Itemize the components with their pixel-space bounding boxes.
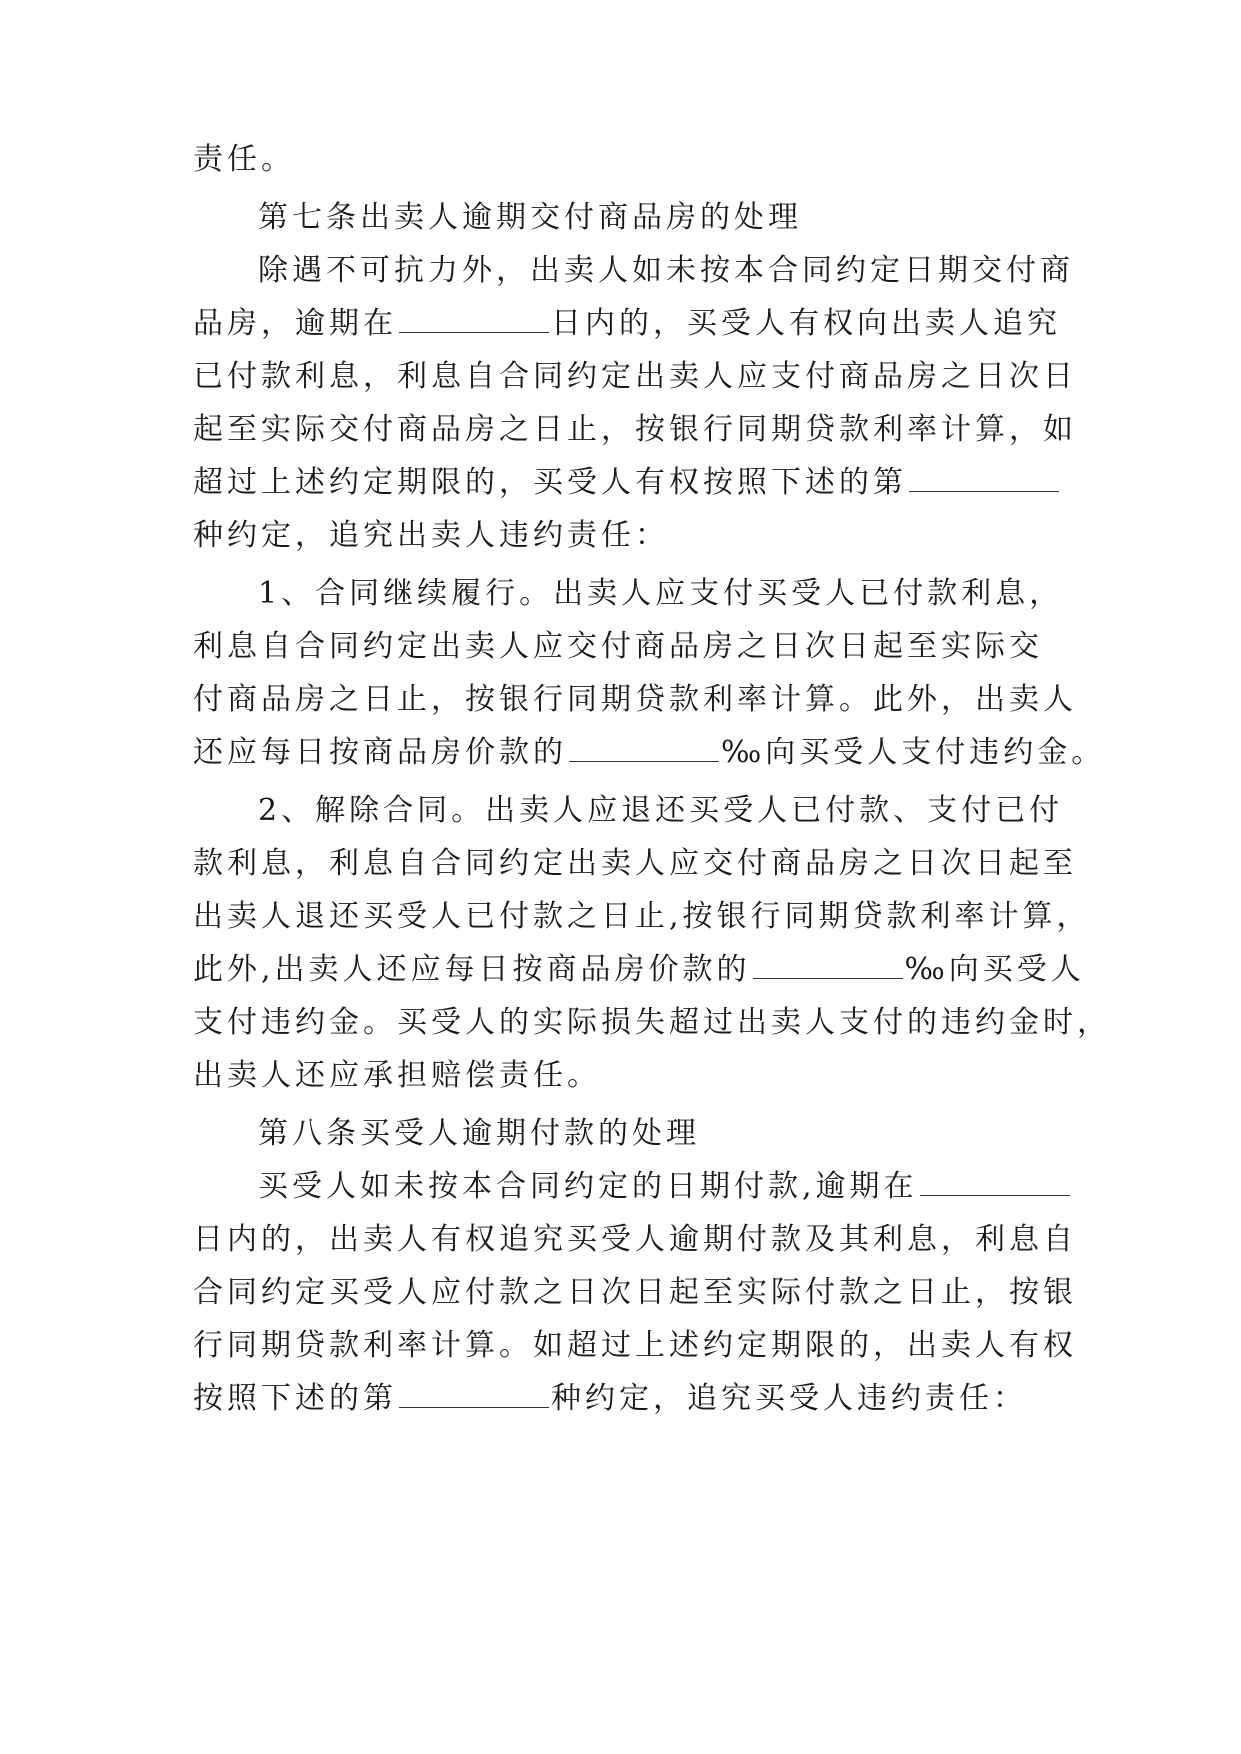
text-line	[193, 410, 1077, 450]
fill-blank	[399, 1379, 549, 1408]
text-line	[193, 844, 1077, 884]
line-text: ‰向买受人	[904, 952, 1085, 987]
text-line	[193, 463, 1053, 503]
text-line	[193, 516, 1053, 556]
fill-blank	[920, 1167, 1070, 1196]
fill-blank	[399, 304, 549, 333]
text-line	[193, 304, 1061, 344]
line-text: 责任。	[193, 142, 295, 177]
text-line	[193, 897, 1091, 937]
fill-blank	[753, 950, 903, 979]
line-text: 种约定，追究买受人违约责任：	[551, 1381, 1027, 1416]
text-line	[193, 1220, 1077, 1260]
line-text: 除遇不可抗力外，出卖人如未按本合同约定日期交付商	[258, 253, 1074, 288]
text-line	[258, 574, 1118, 614]
line-text: 已付款利息，利息自合同约定出卖人应支付商品房之日次日	[193, 359, 1077, 394]
section-heading	[258, 198, 1118, 238]
text-line	[193, 1326, 1077, 1366]
line-text: 1、合同继续履行。出卖人应支付买受人已付款利息，	[258, 576, 1064, 611]
line-text: 此外,出卖人还应每日按商品房价款的	[193, 952, 751, 987]
text-line	[193, 1003, 1111, 1043]
line-text: ‰向买受人支付违约金。	[721, 735, 1106, 770]
line-text: 付商品房之日止，按银行同期贷款利率计算。此外，出卖人	[193, 682, 1077, 717]
line-text: 支付违约金。买受人的实际损失超过出卖人支付的违约金时，	[193, 1005, 1111, 1040]
text-line	[193, 1379, 1053, 1419]
text-line	[258, 251, 1118, 291]
line-text: 还应每日按商品房价款的	[193, 735, 567, 770]
line-text: 起至实际交付商品房之日止，按银行同期贷款利率计算，如	[193, 412, 1077, 447]
line-text: 买受人如未按本合同约定的日期付款,逾期在	[258, 1169, 918, 1204]
text-line	[193, 627, 1053, 667]
heading-text: 第七条出卖人逾期交付商品房的处理	[258, 200, 802, 235]
text-line	[193, 1273, 1077, 1313]
line-text: 款利息，利息自合同约定出卖人应交付商品房之日次日起至	[193, 846, 1077, 881]
line-text: 日内的，出卖人有权追究买受人逾期付款及其利息，利息自	[193, 1222, 1077, 1257]
line-text: 行同期贷款利率计算。如超过上述约定期限的，出卖人有权	[193, 1328, 1077, 1363]
line-text: 利息自合同约定出卖人应交付商品房之日次日起至实际交	[193, 629, 1043, 664]
section-heading	[258, 1114, 1118, 1154]
line-text: 种约定，追究出卖人违约责任：	[193, 518, 669, 553]
line-text: 出卖人退还买受人已付款之日止,按银行同期贷款利率计算，	[193, 899, 1091, 934]
text-line	[193, 140, 1053, 180]
line-text: 按照下述的第	[193, 1381, 397, 1416]
fill-blank	[909, 463, 1059, 492]
text-line	[193, 357, 1077, 397]
line-text: 2、解除合同。出卖人应退还买受人已付款、支付已付	[258, 793, 1064, 828]
line-text: 合同约定买受人应付款之日次日起至实际付款之日止，按银	[193, 1275, 1077, 1310]
line-text: 出卖人还应承担赔偿责任。	[193, 1058, 601, 1093]
text-line	[193, 950, 1085, 990]
text-line	[193, 733, 1106, 773]
text-line	[258, 791, 1118, 831]
heading-text: 第八条买受人逾期付款的处理	[258, 1116, 700, 1151]
line-text: 超过上述约定期限的，买受人有权按照下述的第	[193, 465, 907, 500]
line-text: 品房，逾期在	[193, 306, 397, 341]
line-text: 日内的，买受人有权向出卖人追究	[551, 306, 1061, 341]
text-line	[258, 1167, 1118, 1207]
fill-blank	[569, 733, 719, 762]
text-line	[193, 680, 1077, 720]
text-line	[193, 1056, 1053, 1096]
